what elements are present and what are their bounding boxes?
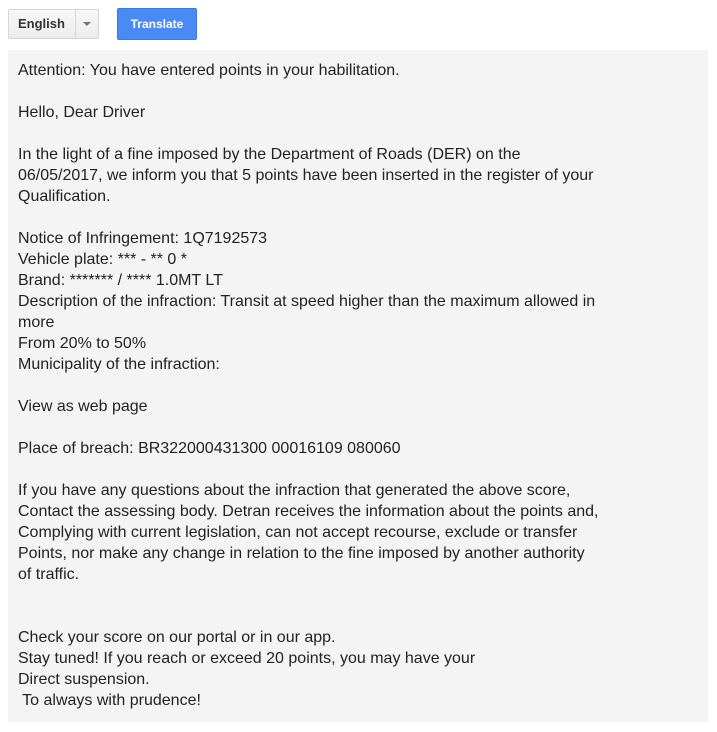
- questions-line: Complying with current legislation, can not accept recourse, exclude or transfer: [18, 524, 578, 541]
- chevron-down-icon[interactable]: [76, 10, 98, 38]
- place-of-breach: Place of breach: BR322000431300 00016109 080060: [18, 440, 401, 457]
- infringement-notice: Notice of Infringement: 1Q7192573: [18, 230, 268, 247]
- closing-line: Stay tuned! If you reach or exceed 20 points, you may have your: [18, 650, 476, 667]
- infraction-description: Description of the infraction: Transit at speed higher than the maximum allowed in: [18, 293, 596, 310]
- questions-line: Points, nor make any change in relation to the fine imposed by another authority: [18, 545, 585, 562]
- vehicle-brand: Brand: ******* / **** 1.0MT LT: [18, 272, 223, 289]
- closing-line: Direct suspension.: [18, 671, 150, 688]
- closing-line: Check your score on our portal or in our app.: [18, 629, 336, 646]
- language-label[interactable]: English: [9, 10, 76, 38]
- intro-line: 06/05/2017, we inform you that 5 points have been inserted in the register of your: [18, 167, 594, 184]
- infraction-municipality: Municipality of the infraction:: [18, 356, 220, 373]
- greeting-line: Hello, Dear Driver: [18, 104, 146, 121]
- language-select[interactable]: [8, 9, 99, 39]
- questions-line: Contact the assessing body. Detran receives the information about the points and,: [18, 503, 599, 520]
- message-body: [8, 50, 708, 722]
- translate-button[interactable]: Translate: [117, 8, 197, 40]
- intro-line: Qualification.: [18, 188, 111, 205]
- translate-toolbar: [8, 8, 197, 40]
- attention-line: Attention: You have entered points in your habilitation.: [18, 62, 400, 79]
- closing-line: To always with prudence!: [18, 692, 201, 709]
- speed-range: From 20% to 50%: [18, 335, 147, 352]
- questions-line: If you have any questions about the infraction that generated the above score,: [18, 482, 571, 499]
- vehicle-plate: Vehicle plate: *** - ** 0 *: [18, 251, 187, 268]
- view-web-page-link[interactable]: View as web page: [18, 398, 148, 415]
- questions-line: of traffic.: [18, 566, 80, 583]
- intro-line: In the light of a fine imposed by the Department of Roads (DER) on the: [18, 146, 521, 163]
- infraction-description-cont: more: [18, 314, 55, 331]
